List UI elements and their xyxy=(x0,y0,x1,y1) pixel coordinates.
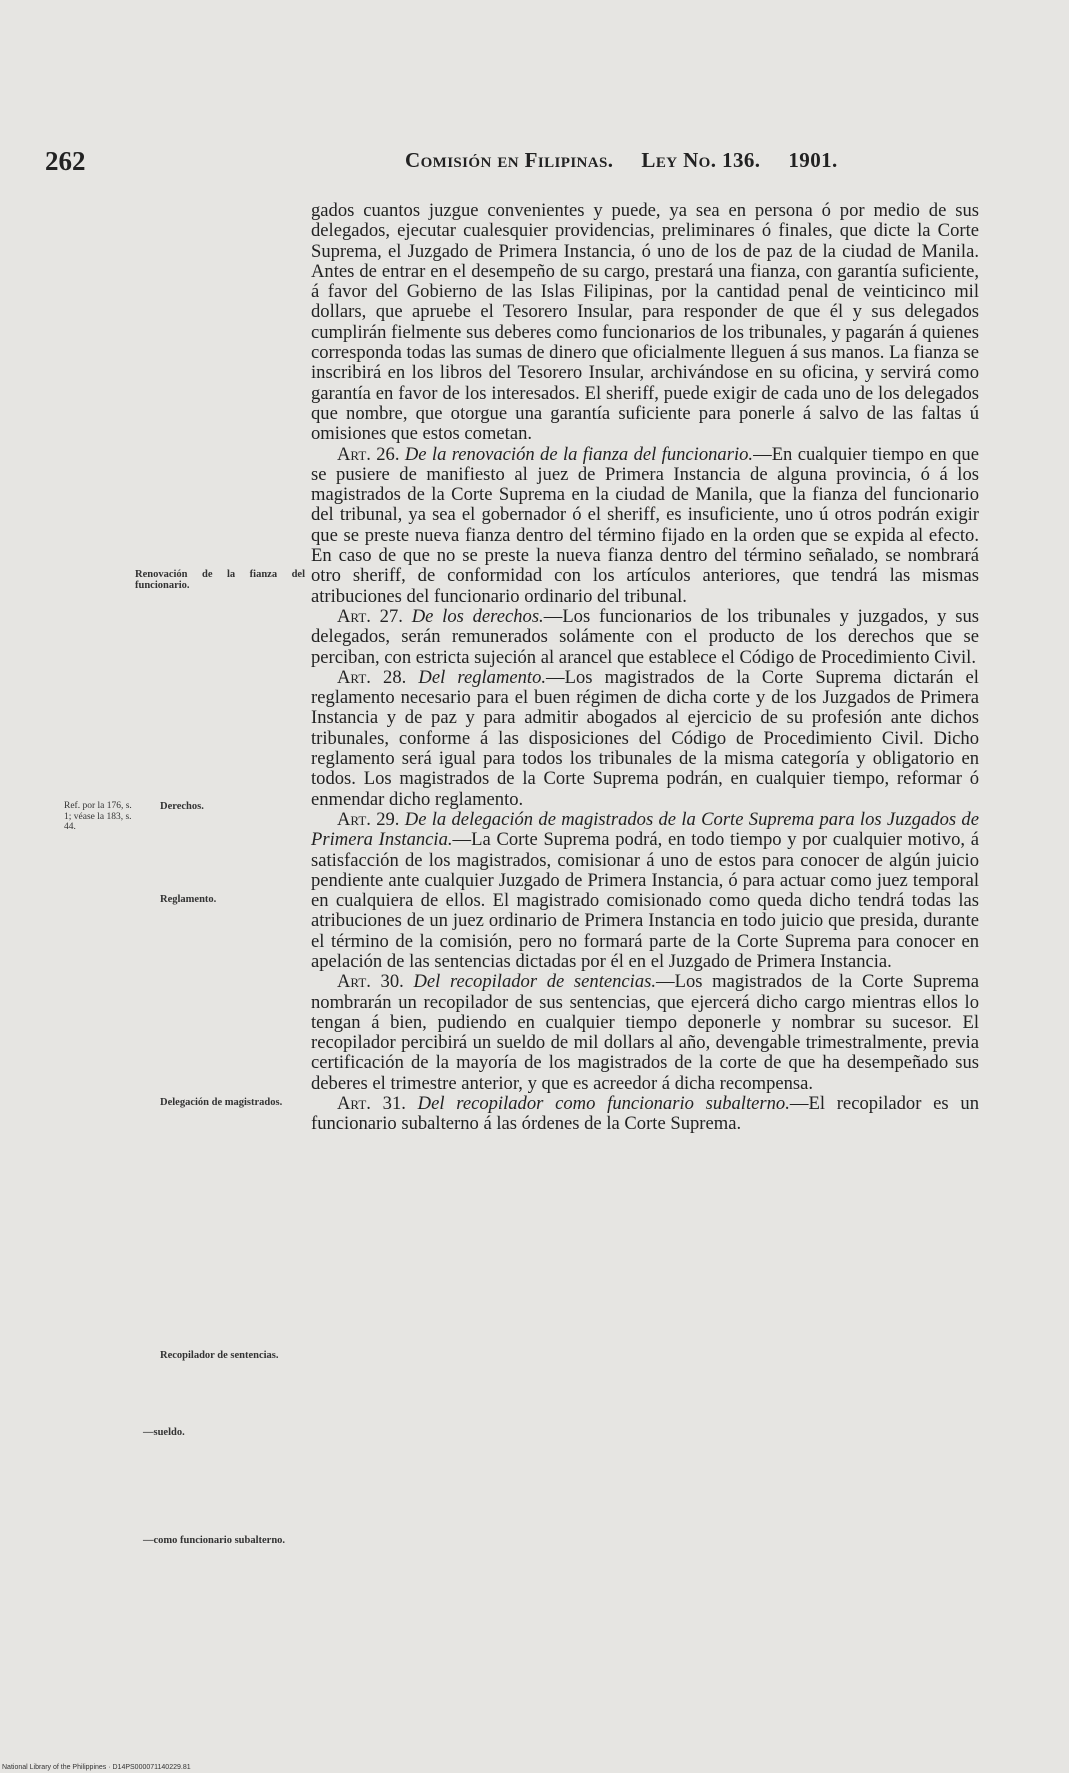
article-number: Art. 29. xyxy=(337,808,400,830)
footer-credit: National Library of the Philippines · D14PS000071140229.81 xyxy=(2,1764,191,1771)
margin-note-renovacion: Renovación de la fianza del funcionario. xyxy=(135,569,305,591)
margin-note-recopilador: Recopilador de sentencias. xyxy=(160,1350,279,1361)
article-text: —El recopilador es un funcionario subalterno á las órdenes de la Corte Suprema. xyxy=(311,1093,979,1135)
margin-note-reglamento: Reglamento. xyxy=(160,894,217,905)
article-27 xyxy=(311,607,979,668)
running-head-year: 1901. xyxy=(788,148,838,172)
law-body xyxy=(311,201,979,1135)
margin-note-sueldo: —sueldo. xyxy=(143,1427,185,1438)
article-number: Art. 26. xyxy=(337,443,400,465)
running-head xyxy=(405,148,838,173)
article-text: —En cualquier tiempo en que se pusiere de manifiesto al juez de Primera Instancia de alguna provincia, ó á los magistrados de la Corte Suprema en la ciudad de Manila, que la fianza del funcionario del tribunal, ya sea el gobernador ó el sheriff, es insuficiente, uno ú otros podrán exigir que se preste nueva fianza dentro del término fijado en la orden que se expida al efecto. En caso de que no se preste la nueva fianza dentro del término señalado, se nombrará otro sheriff, de conformidad con los artículos anteriores, que tendrá las mismas atribuciones del funcionario ordinario del tribunal. xyxy=(311,443,979,607)
article-text: —Los magistrados de la Corte Suprema nombrarán un recopilador de sus sentencias, que ejercerá dicho cargo mientras ellos lo tengan á bien, pudiendo en cualquier tiempo deponerle y nombrar su sucesor. El recopilador percibirá un sueldo de mil dollars al año, devengable trimestralmente, previa certificación de la mayoría de los magistrados de la corte de que ha desempeñado sus deberes el trimestre anterior, y que es acreedor á dicha recompensa. xyxy=(311,971,979,1094)
margin-note-subalterno: —como funcionario subalterno. xyxy=(143,1535,286,1546)
article-text: —La Corte Suprema podrá, en todo tiempo y por cualquier motivo, á satisfacción de los magistrados, comisionar á uno de estos para conocer de algún juicio pendiente ante cualquier Juzgado de Primera Instancia, ó para actuar como juez temporal en cualquiera de ellos. El magistrado comisionado como queda dicho tendrá todas las atribuciones de un juez ordinario de Primera Instancia en todo juicio que presida, durante el término de la comisión, pero no formará parte de la Corte Suprema para conocer en apelación de las sentencias dictadas por él en el Juzgado de Primera Instancia. xyxy=(311,829,979,972)
article-28 xyxy=(311,668,979,810)
continuation-paragraph: gados cuantos juzgue convenientes y puede, ya sea en persona ó por medio de sus delegados, ejecutar cualesquier providencias, preliminares ó finales, que dicte la Corte Suprema, el Juzgado de Primera Instancia, ó uno de los de paz de la ciudad de Manila. Antes de entrar en el desempeño de su cargo, prestará una fianza, con garantía suficiente, á favor del Gobierno de las Islas Filipinas, por la cantidad penal de veinticinco mil dollars, que apruebe el Tesorero Insular, para responder de que él y sus delegados cumplirán fielmente sus deberes como funcionarios de los tribunales, y pagarán á quienes corresponda todas las sumas de dinero que oficialmente lleguen á sus manos. La fianza se inscribirá en los libros del Tesorero Insular, archivándose en su oficina, y servirá como garantía en favor de los interesados. El sheriff, puede exigir de cada uno de los delegados que nombre, que otorgue una garantía suficiente para ponerle á salvo de las faltas ú omisiones que estos cometan. xyxy=(311,200,979,445)
article-26 xyxy=(311,445,979,607)
article-title: De la renovación de la fianza del funcionario. xyxy=(404,443,754,465)
article-29 xyxy=(311,810,979,972)
article-30 xyxy=(311,972,979,1094)
article-number: Art. 31. xyxy=(337,1093,406,1115)
article-title: Del recopilador de sentencias. xyxy=(413,971,657,993)
article-number: Art. 30. xyxy=(337,971,404,993)
article-title: Del reglamento. xyxy=(418,666,547,688)
margin-note-derechos: Derechos. xyxy=(160,801,204,812)
margin-note-delegacion: Delegación de magistrados. xyxy=(160,1097,283,1108)
article-title: Del recopilador como funcionario subalterno. xyxy=(417,1093,790,1115)
margin-ref-note: Ref. por la 176, s. 1; véase la 183, s. 44. xyxy=(64,801,132,832)
article-number: Art. 28. xyxy=(337,666,407,688)
running-head-law: Ley No. 136. xyxy=(641,148,761,172)
article-title: De la delegación de magistrados de la Corte Suprema para los Juzgados de Primera Instancia. xyxy=(311,808,979,851)
article-number: Art. 27. xyxy=(337,605,403,627)
article-text: —Los magistrados de la Corte Suprema dictarán el reglamento necesario para el buen régimen de dicha corte y de los Juzgados de Primera Instancia y de paz y para admitir abogados al ejercicio de su profesión ante dichos tribunales, conforme á las disposiciones del Código de Procedimiento Civil. Dicho reglamento será igual para todos los tribunales de la misma categoría y obligatorio en todos. Los magistrados de la Corte Suprema podrán, en cualquier tiempo, reformar ó enmendar dicho reglamento. xyxy=(311,666,979,810)
page-number: 262 xyxy=(45,146,86,176)
article-title: De los derechos. xyxy=(411,605,544,627)
running-head-title: Comisión en Filipinas. xyxy=(405,148,614,172)
article-text: —Los funcionarios de los tribunales y juzgados, y sus delegados, serán remunerados solámente con el producto de los derechos que se perciban, con estricta sujeción al arancel que establece el Código de Procedimiento Civil. xyxy=(311,605,979,668)
article-31 xyxy=(311,1094,979,1135)
